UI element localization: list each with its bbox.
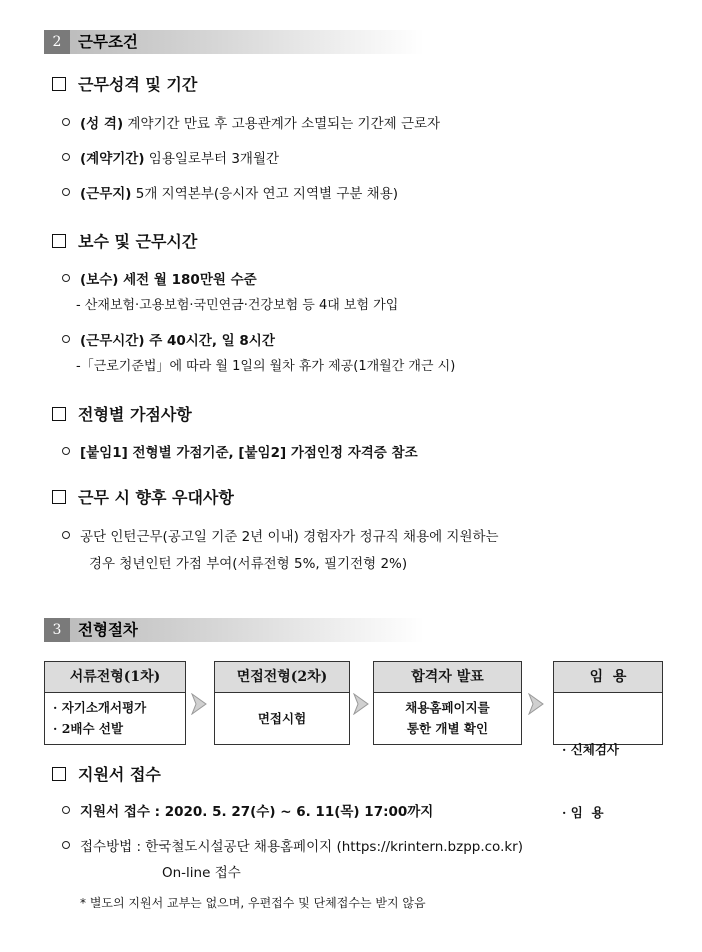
- list-item: 접수방법 : 한국철도시설공단 채용홈페이지 (https://krintern.bzpp.co.kr): [62, 835, 523, 855]
- flow-step-line: 면접시험: [257, 711, 307, 726]
- group-heading-pay-hours: 보수 및 근무시간: [52, 229, 197, 252]
- note-text: * 별도의 지원서 교부는 없으며, 우편접수 및 단체접수는 받지 않음: [80, 896, 426, 910]
- section-3-header: [44, 618, 424, 642]
- flow-step-line: 통한 개별 확인: [406, 721, 489, 736]
- list-item: (보수) 세전 월 180만원 수준: [62, 268, 257, 288]
- sub-item: -「근로기준법」에 따라 월 1일의 월차 휴가 제공(1개월간 개근 시): [76, 359, 456, 374]
- circle-bullet-icon: [62, 335, 70, 343]
- flow-step-line: · 자기소개서평가: [53, 700, 147, 715]
- section-title: 전형절차: [78, 621, 138, 639]
- flow-step-document-screening: [44, 661, 186, 745]
- arrow-right-icon: [527, 693, 545, 715]
- group-heading-preference: 근무 시 향후 우대사항: [52, 485, 234, 508]
- arrow-right-icon: [352, 693, 370, 715]
- list-item: (근무지) 5개 지역본부(응시자 연고 지역별 구분 채용): [62, 182, 398, 202]
- list-item: (계약기간) 임용일로부터 3개월간: [62, 147, 279, 167]
- flow-step-title: 합격자 발표: [374, 662, 521, 693]
- group-heading-bonus-points: 전형별 가점사항: [52, 402, 192, 425]
- arrow-right-icon: [190, 693, 208, 715]
- circle-bullet-icon: [62, 188, 70, 196]
- checkbox-square-icon: [52, 234, 66, 248]
- flow-step-appointment: [553, 661, 663, 820]
- list-item: (근무시간) 주 40시간, 일 8시간: [62, 329, 275, 349]
- list-item: 지원서 접수 : 2020. 5. 27(수) ~ 6. 11(목) 17:00까지: [62, 800, 433, 820]
- section-2-header: [44, 30, 424, 54]
- list-item-continuation: On-line 접수: [162, 865, 241, 881]
- list-item: 공단 인턴근무(공고일 기준 2년 이내) 경험자가 정규직 채용에 지원하는: [62, 525, 499, 545]
- circle-bullet-icon: [62, 447, 70, 455]
- circle-bullet-icon: [62, 118, 70, 126]
- circle-bullet-icon: [62, 841, 70, 849]
- flow-step-announcement: [373, 661, 522, 745]
- list-item: [붙임1] 전형별 가점기준, [붙임2] 가점인정 자격증 참조: [62, 441, 418, 461]
- checkbox-square-icon: [52, 490, 66, 504]
- list-item-continuation: 경우 청년인턴 가점 부여(서류전형 5%, 필기전형 2%): [89, 556, 408, 572]
- checkbox-square-icon: [52, 77, 66, 91]
- flow-step-title: 서류전형(1차): [45, 662, 185, 693]
- checkbox-square-icon: [52, 767, 66, 781]
- list-item: (성 격) 계약기간 만료 후 고용관계가 소멸되는 기간제 근로자: [62, 112, 440, 132]
- group-heading-work-nature: 근무성격 및 기간: [52, 72, 197, 95]
- flow-step-line: 채용홈페이지를: [405, 700, 490, 715]
- circle-bullet-icon: [62, 153, 70, 161]
- checkbox-square-icon: [52, 407, 66, 421]
- flow-step-title: 임 용: [554, 662, 662, 693]
- flow-step-line: · 임 용: [562, 805, 604, 820]
- section-number: 3: [44, 618, 70, 642]
- flow-step-title: 면접전형(2차): [215, 662, 349, 693]
- flow-step-line: · 신체검사: [562, 742, 620, 757]
- sub-item: - 산재보험·고용보험·국민연금·건강보험 등 4대 보험 가입: [76, 298, 399, 313]
- flow-step-interview: [214, 661, 350, 745]
- circle-bullet-icon: [62, 274, 70, 282]
- section-number: 2: [44, 30, 70, 54]
- circle-bullet-icon: [62, 531, 70, 539]
- group-heading-application: 지원서 접수: [52, 762, 161, 785]
- flow-step-line: · 2배수 선발: [53, 721, 124, 736]
- section-title: 근무조건: [78, 33, 138, 51]
- circle-bullet-icon: [62, 806, 70, 814]
